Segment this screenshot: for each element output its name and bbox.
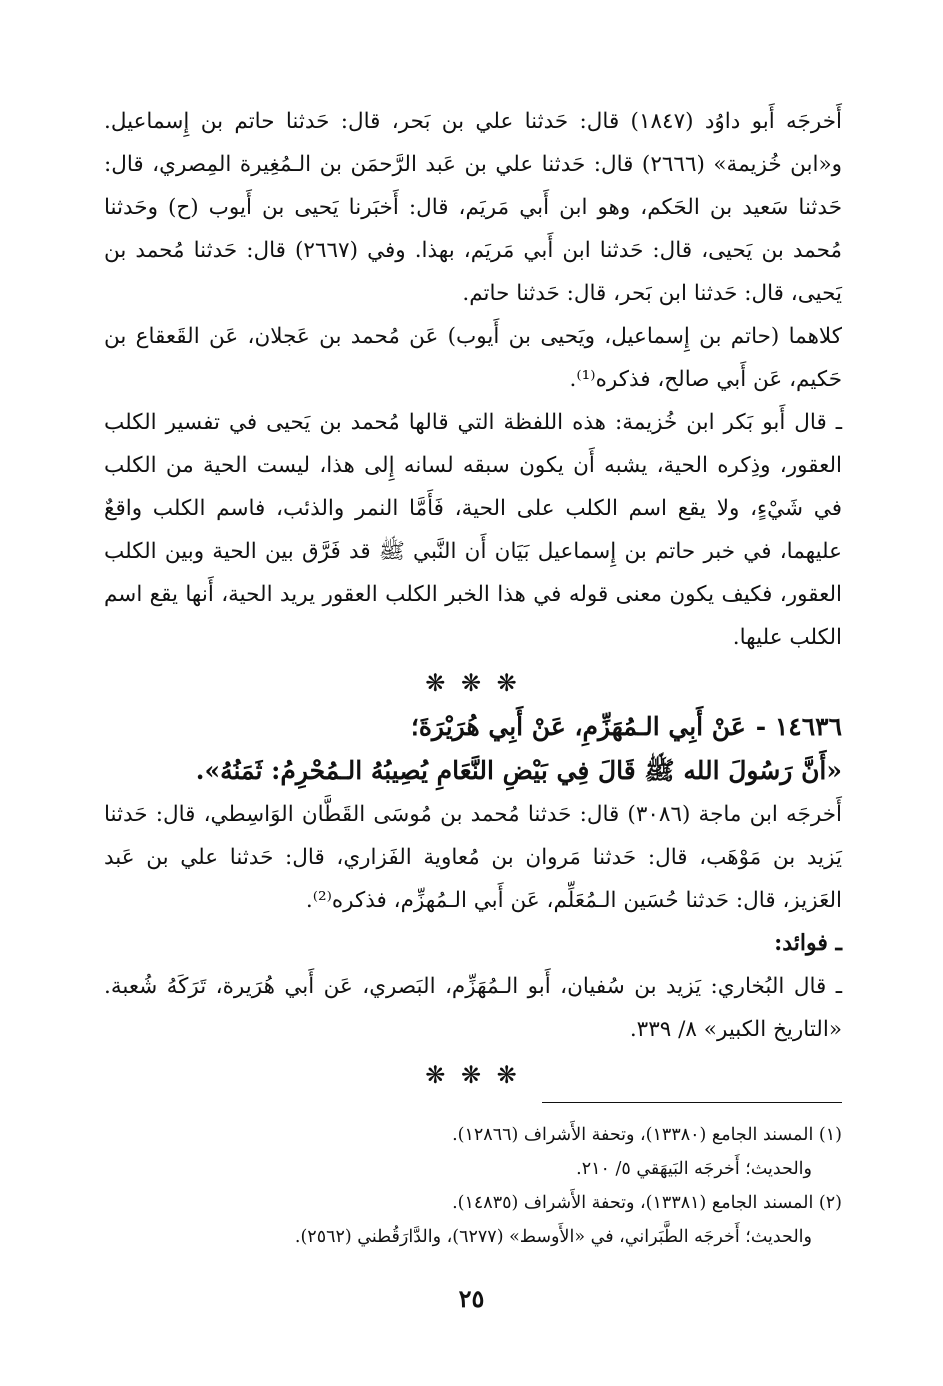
page-body [104, 100, 842, 1097]
footnote-1-continuation: والحديث؛ أَخرجَه البَيهَقي ٥/ ٢١٠. [576, 1159, 812, 1179]
paragraph-ibn-khuzaymah-comment: ـ قال أَبو بَكر ابن خُزيمة: هذه اللفظة التي قالها مُحمد بن يَحيى في تفسير الكلب العقور، وذِكره الحية، يشبه أَن يكون سبقه لسانه إِلى هذا، ليست الحية من الكلب في شَيْءٍ، ولا يقع اسم الكلب على الحية، فَأَمَّا النمر والذئب، فاسم الكلب واقعٌ عليهما، في خبر حاتم بن إِسماعيل بَيَان أَن النَّبي ﷺ قد فَرَّق بين الحية وبين الكلب العقور، فكيف يكون معنى قوله في هذا الخبر الكلب العقور يريد الحية، أَنها يقع اسم الكلب عليها. [104, 410, 842, 650]
section-separator-2: ❋ ❋ ❋ [425, 1061, 521, 1089]
paragraph-bukhari-note: ـ قال البُخاري: يَزيد بن سُفيان، أَبو الـمُهَزِّم، البَصري، عَن أَبي هُرَيرة، تَرَكَهُ شُعبة. «التاريخ الكبير» ٨/ ٣٣٩. [104, 974, 842, 1042]
fawaid-heading: ـ فوائد: [774, 930, 842, 956]
hadith-isnad-text: عَنْ أَبِي الـمُهَزِّمِ، عَنْ أَبِي هُرَيْرَةَ؛ [410, 712, 746, 741]
paragraph-both-narrators: كلاهما (حاتم بن إِسماعيل، ويَحيى بن أَيوب) عَن مُحمد بن عَجلان، عَن القَعقاع بن حَكيم، عَن أَبي صالح، فذكره⁽¹⁾. [104, 324, 842, 392]
hadith-matn: «أَنَّ رَسُولَ الله ﷺ قَالَ فِي بَيْضِ النَّعَامِ يُصِيبُهُ الـمُحْرِمُ: ثَمَنُهُ». [195, 756, 842, 785]
paragraph-takhrij-ibn-majah: أَخرجَه ابن ماجة (٣٠٨٦) قال: حَدثنا مُحمد بن مُوسَى القَطَّان الوَاسِطي، قال: حَدثنا يَزيد بن مَوْهَب، قال: حَدثنا مَروان بن مُعاوية الفَزاري، قال: حَدثنا علي بن عَبد العَزيز، قال: حَدثنا حُسَين الـمُعَلِّم، عَن أَبي الـمُهزِّم، فذكره⁽²⁾. [104, 802, 842, 913]
footnote-2: (٢) المسند الجامع (١٣٣٨١)، وتحفة الأَشراف (١٤٨٣٥). [452, 1193, 842, 1213]
hadith-number: ١٤٦٣٦ - [755, 712, 842, 741]
paragraph-takhrij-abu-dawud: أَخرجَه أَبو داوُد (١٨٤٧) قال: حَدثنا علي بن بَحر، قال: حَدثنا حاتم بن إِسماعيل. و«ابن خُزيمة» (٢٦٦٦) قال: حَدثنا علي بن عَبد الرَّحمَن بن الـمُغِيرة المِصري، قال: حَدثنا سَعيد بن الحَكم، وهو ابن أَبي مَريَم، قال: أَخبَرنا يَحيى بن أَيوب (ح) وحَدثنا مُحمد بن يَحيى، قال: حَدثنا ابن أَبي مَريَم، بهذا. وفي (٢٦٦٧) قال: حَدثنا مُحمد بن يَحيى، قال: حَدثنا ابن بَحر، قال: حَدثنا حاتم. [104, 109, 842, 306]
footnotes [104, 1118, 842, 1254]
footnote-2-continuation: والحديث؛ أَخرجَه الطَّبَراني، في «الأَوسط» (٦٢٧٧)، والدَّارَقُطني (٢٥٦٢). [294, 1227, 812, 1247]
footnote-divider [542, 1102, 842, 1103]
section-separator: ❋ ❋ ❋ [425, 669, 521, 697]
page-number: ٢٥ [458, 1284, 485, 1313]
footnote-1: (١) المسند الجامع (١٣٣٨٠)، وتحفة الأَشراف (١٢٨٦٦). [452, 1125, 842, 1145]
hadith-isnad [104, 705, 842, 749]
